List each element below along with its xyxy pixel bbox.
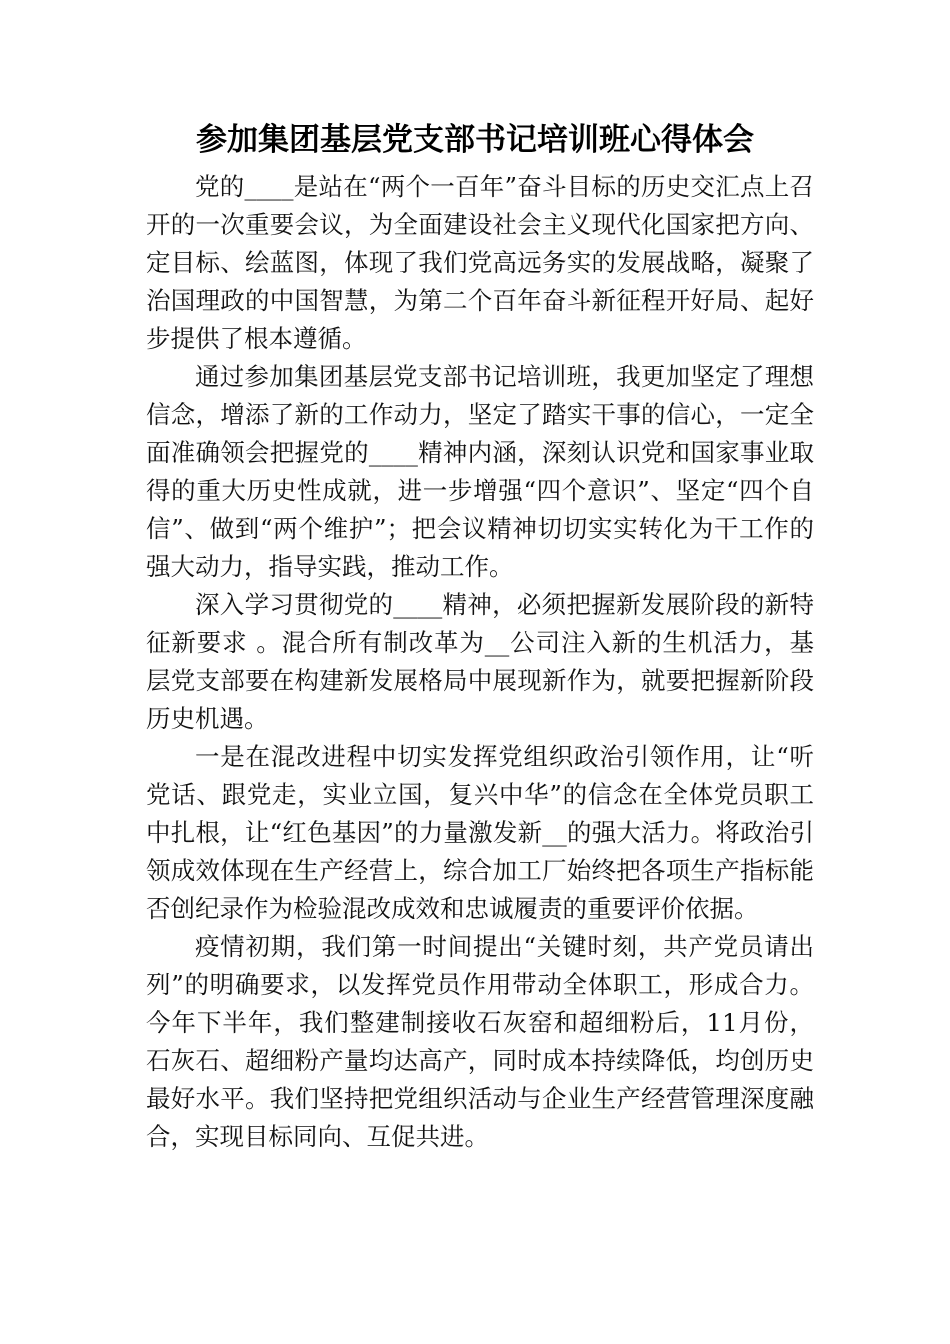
paragraph: 一是在混改进程中切实发挥党组织政治引领作用，让“听党话、跟党走，实业立国，复兴中华”的信念在全体党员职工中扎根，让“红色基因”的力量激发新__的强大活力。将政治引领成效体现在生产经营上，综合加工厂始终把各项生产指标能否创纪录作为检验混改成效和忠诚履责的重要评价依据。 <box>146 742 814 923</box>
paragraph: 党的____是站在“两个一百年”奋斗目标的历史交汇点上召开的一次重要会议，为全面建设社会主义现代化国家把方向、定目标、绘蓝图，体现了我们党高远务实的发展战略，凝聚了治国理政的中国智慧，为第二个百年奋斗新征程开好局、起好步提供了根本遵循。 <box>146 172 814 353</box>
paragraph: 疫情初期，我们第一时间提出“关键时刻，共产党员请出列”的明确要求，以发挥党员作用带动全体职工，形成合力。今年下半年，我们整建制接收石灰窑和超细粉后，11月份，石灰石、超细粉产量均达高产，同时成本持续降低，均创历史最好水平。我们坚持把党组织活动与企业生产经营管理深度融合，实现目标同向、互促共进。 <box>146 932 814 1151</box>
paragraph: 深入学习贯彻党的____精神，必须把握新发展阶段的新特征新要求 。混合所有制改革为__公司注入新的生机活力，基层党支部要在构建新发展格局中展现新作为，就要把握新阶段历史机遇。 <box>146 590 814 733</box>
document-title: 参加集团基层党支部书记培训班心得体会 <box>196 122 754 158</box>
paragraph: 通过参加集团基层党支部书记培训班，我更加坚定了理想信念，增添了新的工作动力，坚定了踏实干事的信心，一定全面准确领会把握党的____精神内涵，深刻认识党和国家事业取得的重大历史性成就，进一步增强“四个意识”、坚定“四个自信”、做到“两个维护”；把会议精神切切实实转化为干工作的强大动力，指导实践，推动工作。 <box>146 362 814 581</box>
document-body <box>146 168 814 1156</box>
